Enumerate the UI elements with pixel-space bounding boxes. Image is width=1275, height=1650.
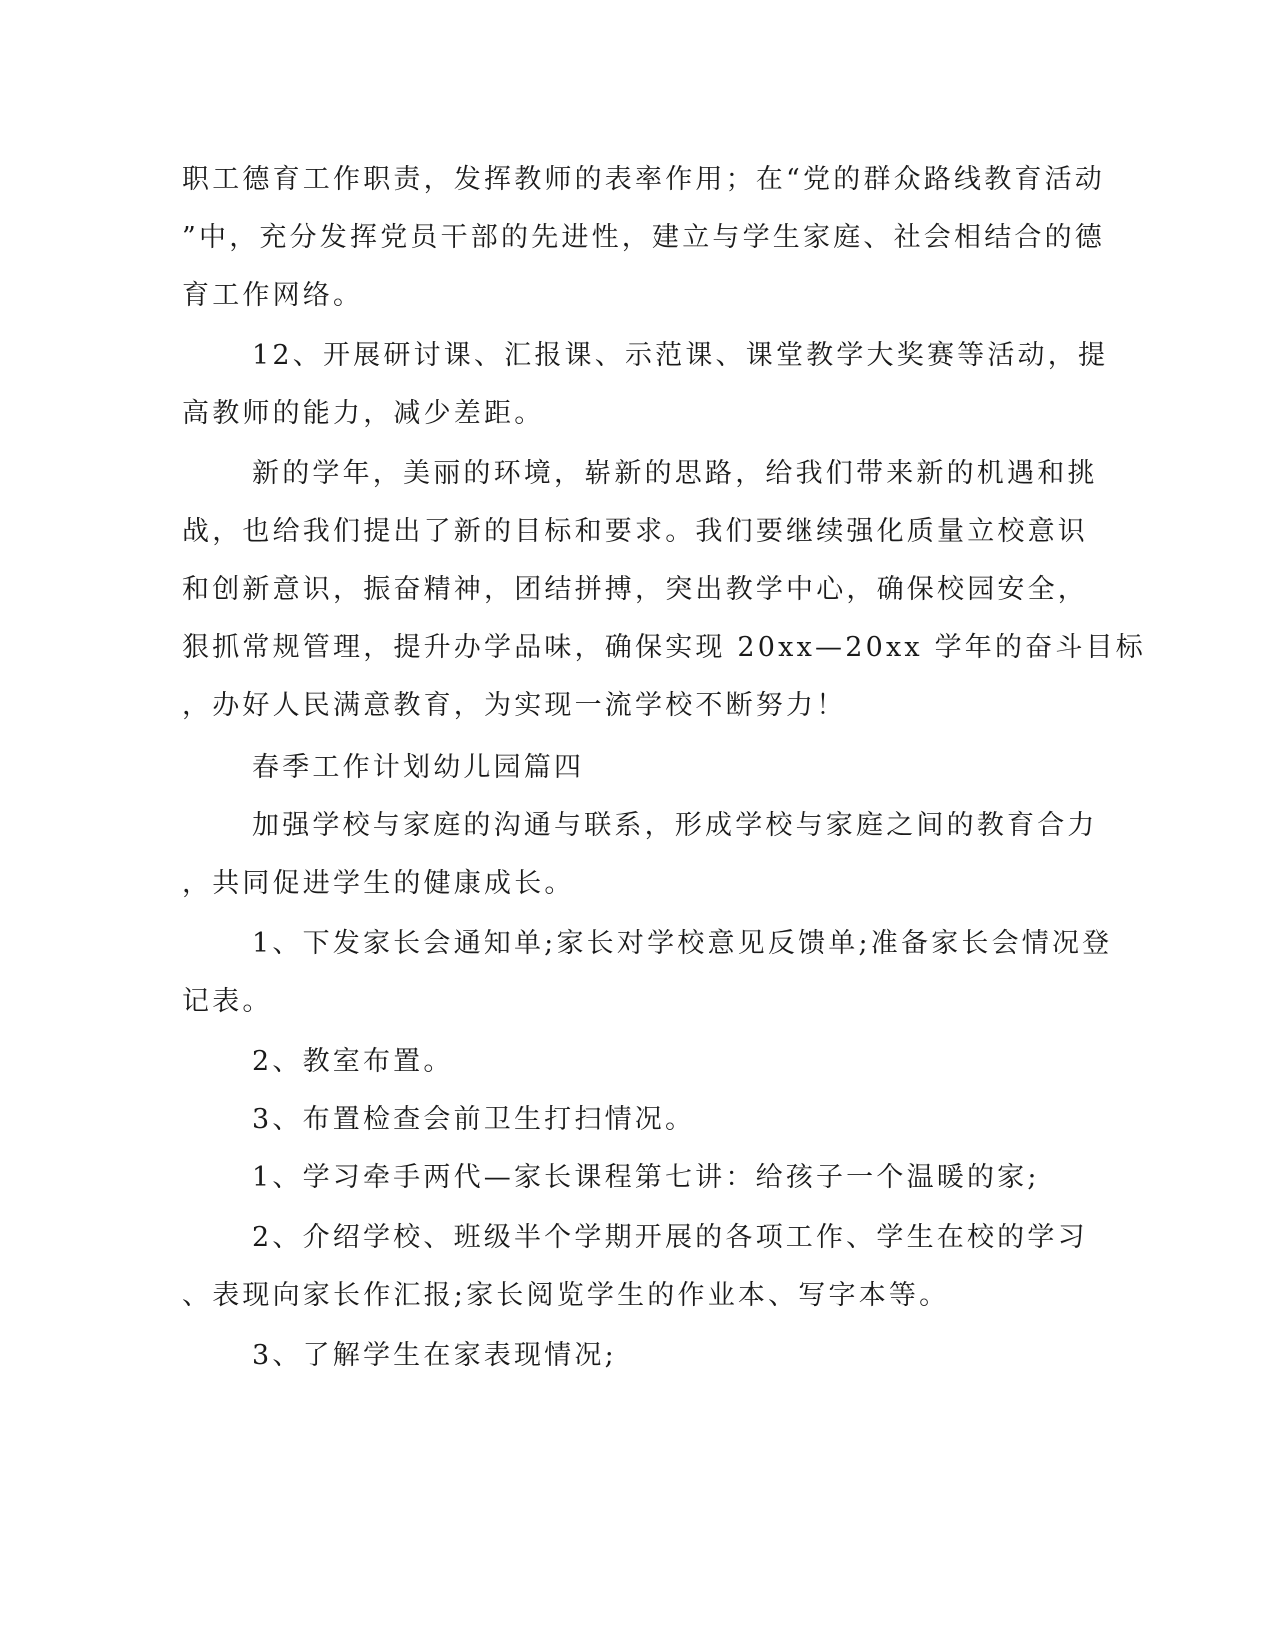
text-line: 、表现向家长作汇报;家长阅览学生的作业本、写字本等。 [182, 1280, 950, 1311]
text-line: 和创新意识，振奋精神，团结拼搏，突出教学中心，确保校园安全， [182, 574, 1088, 605]
text-line: 狠抓常规管理，提升办学品味，确保实现 20xx—20xx 学年的奋斗目标 [182, 632, 1146, 663]
text-line: ，办好人民满意教育，为实现一流学校不断努力！ [182, 690, 847, 721]
text-line: 新的学年，美丽的环境，崭新的思路，给我们带来新的机遇和挑 [252, 458, 1098, 489]
text-line: 记表。 [182, 986, 273, 1017]
text-line: 3、布置检查会前卫生打扫情况。 [252, 1104, 696, 1135]
text-line: 职工德育工作职责，发挥教师的表率作用；在“党的群众路线教育活动 [182, 164, 1106, 195]
text-line: 3、了解学生在家表现情况; [252, 1340, 617, 1371]
text-line: 1、学习牵手两代—家长课程第七讲：给孩子一个温暖的家; [252, 1162, 1040, 1193]
section-heading: 春季工作计划幼儿园篇四 [252, 752, 585, 783]
text-line: 育工作网络。 [182, 280, 364, 311]
text-line: 高教师的能力，减少差距。 [182, 398, 545, 429]
text-line: 加强学校与家庭的沟通与联系，形成学校与家庭之间的教育合力 [252, 810, 1098, 841]
text-line: 战，也给我们提出了新的目标和要求。我们要继续强化质量立校意识 [182, 516, 1088, 547]
text-line: 2、教室布置。 [252, 1046, 454, 1077]
text-line: ，共同促进学生的健康成长。 [182, 868, 575, 899]
text-line: 1、下发家长会通知单;家长对学校意见反馈单;准备家长会情况登 [252, 928, 1113, 959]
text-line: ”中，充分发挥党员干部的先进性，建立与学生家庭、社会相结合的德 [182, 222, 1106, 253]
text-line: 2、介绍学校、班级半个学期开展的各项工作、学生在校的学习 [252, 1222, 1088, 1253]
text-line: 12、开展研讨课、汇报课、示范课、课堂教学大奖赛等活动，提 [252, 340, 1109, 371]
